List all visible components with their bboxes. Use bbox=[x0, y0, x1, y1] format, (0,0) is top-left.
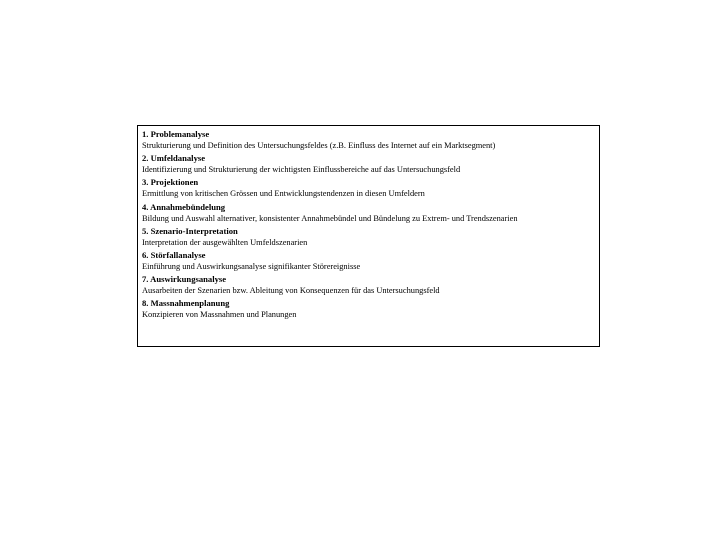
step-title: 7. Auswirkungsanalyse bbox=[142, 274, 227, 285]
step-title: 1. Problemanalyse bbox=[142, 129, 210, 139]
step-umfeldanalyse bbox=[142, 153, 595, 175]
step-description: Ausarbeiten der Szenarien bzw. Ableitung von Konsequenzen für das Untersuchungsfeld bbox=[142, 286, 440, 296]
step-title: 5. Szenario-Interpretation bbox=[142, 225, 238, 236]
step-description: Identifizierung und Strukturierung der wichtigsten Einflussbereiche auf das Untersuchungsfeld bbox=[142, 165, 461, 175]
step-massnahmenplanung bbox=[142, 298, 595, 320]
step-problemanalyse bbox=[142, 129, 595, 151]
step-title: 6. Störfallanalyse bbox=[142, 249, 206, 260]
step-projektionen bbox=[142, 177, 595, 199]
step-stoerfallanalyse bbox=[142, 250, 595, 272]
step-description: Interpretation der ausgewählten Umfeldszenarien bbox=[142, 237, 308, 247]
step-title: 3. Projektionen bbox=[142, 177, 199, 188]
step-description: Einführung und Auswirkungsanalyse signifikanter Störereignisse bbox=[142, 261, 361, 271]
step-description: Strukturierung und Definition des Untersuchungsfeldes (z.B. Einfluss des Internet auf ein Marktsegment) bbox=[142, 141, 496, 150]
step-description: Konzipieren von Massnahmen und Planungen bbox=[142, 310, 297, 320]
step-title: 2. Umfeldanalyse bbox=[142, 153, 206, 164]
scenario-steps-box bbox=[137, 125, 600, 347]
step-description: Bildung und Auswahl alternativer, konsistenter Annahmebündel und Bündelung zu Extrem- und Trendszenarien bbox=[142, 213, 518, 223]
step-title: 8. Massnahmenplanung bbox=[142, 298, 230, 309]
step-annahmebuendelung bbox=[142, 202, 595, 224]
step-title: 4. Annahmebündelung bbox=[142, 201, 226, 212]
step-auswirkungsanalyse bbox=[142, 274, 595, 296]
step-szenario-interpretation bbox=[142, 226, 595, 248]
step-description: Ermittlung von kritischen Grössen und Entwicklungstendenzen in diesen Umfeldern bbox=[142, 189, 425, 199]
